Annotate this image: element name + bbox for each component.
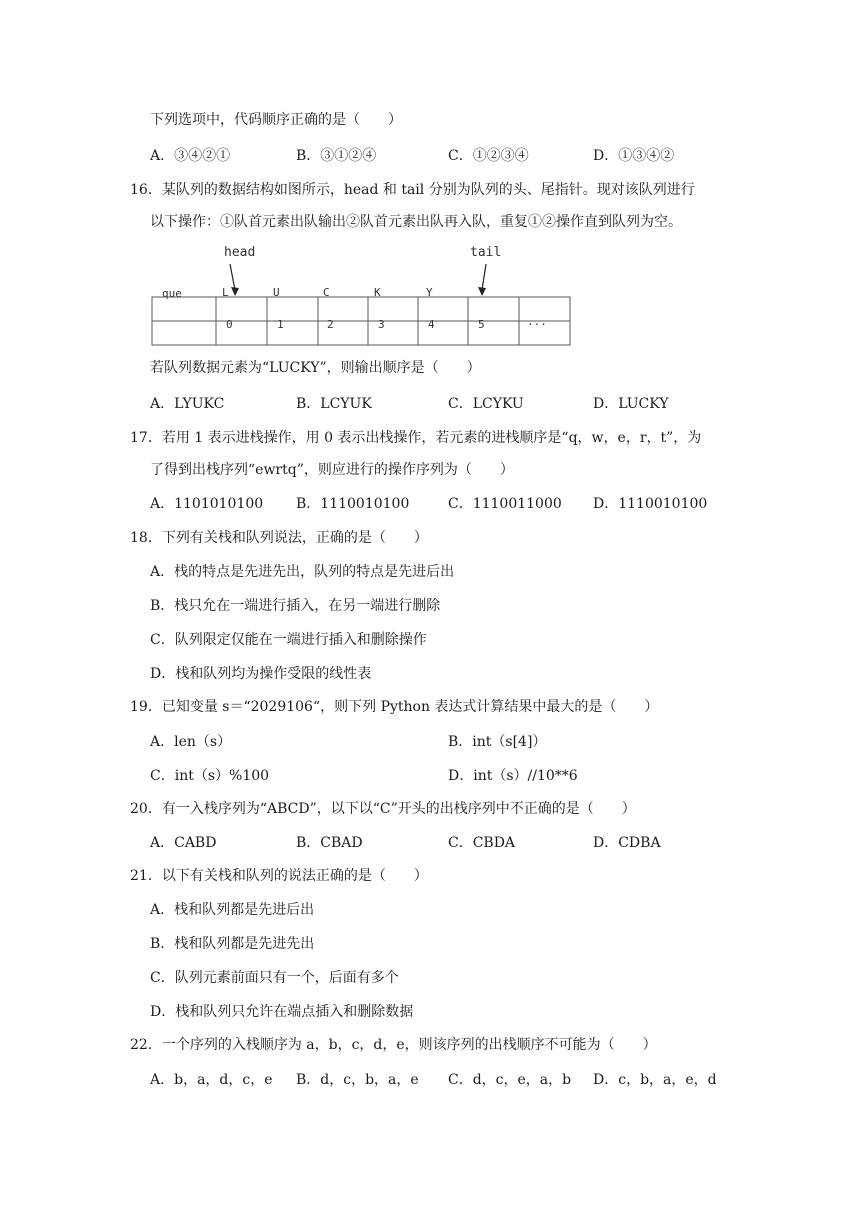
- q20-option-d: D．CDBA: [593, 835, 661, 851]
- tail-arrow-line: [482, 264, 486, 290]
- q22-option-c: C．d，c，e，a，b: [448, 1072, 572, 1088]
- q17-option-d: D．1110010100: [593, 496, 708, 512]
- q22-option-d: D．c，b，a，e，d: [593, 1072, 717, 1088]
- queue-index-5: 5: [478, 318, 485, 331]
- tail-label: tail: [470, 245, 502, 260]
- q21-option-c: C．队列元素前面只有一个，后面有多个: [150, 970, 399, 986]
- queue-letter-1: U: [273, 286, 280, 299]
- q21-option-a: A．栈和队列都是先进后出: [150, 902, 315, 918]
- queue-letter-3: K: [374, 286, 381, 299]
- q18-option-b: B．栈只允在一端进行插入，在另一端进行删除: [150, 598, 441, 614]
- q16-line-1: 16．某队列的数据结构如图所示，head 和 tail 分别为队列的头、尾指针。现对该队列进行: [130, 182, 695, 198]
- queue-index-1: 1: [277, 318, 284, 331]
- q16-line-3: 若队列数据元素为“LUCKY”，则输出顺序是（ ）: [150, 360, 481, 376]
- queue-letter-0: L: [222, 286, 229, 299]
- q20-option-b: B．CBAD: [296, 835, 363, 851]
- q16-option-a: A．LYUKC: [150, 396, 225, 412]
- q22-line-1: 22．一个序列的入栈顺序为 a，b，c，d，e，则该序列的出栈顺序不可能为（ ）: [130, 1037, 657, 1053]
- q16-option-d: D．LUCKY: [593, 396, 669, 412]
- q22-option-b: B．d，c，b，a，e: [296, 1072, 419, 1088]
- queue-index-3: 3: [378, 318, 385, 331]
- q17-option-a: A．1101010100: [150, 496, 264, 512]
- q16-line-2: 以下操作：①队首元素出队输出②队首元素出队再入队，重复①②操作直到队列为空。: [150, 214, 682, 230]
- q19-option-d: D．int（s）//10**6: [448, 768, 578, 784]
- q18-option-c: C．队列限定仅能在一端进行插入和删除操作: [150, 632, 427, 648]
- head-arrow-icon: [231, 287, 239, 296]
- intro-option-d: D．①③④②: [593, 148, 675, 164]
- intro-option-b: B．③①②④: [296, 148, 377, 164]
- intro-option-c: C．①②③④: [448, 148, 529, 164]
- intro-option-a: A．③④②①: [150, 148, 231, 164]
- q21-line-1: 21．以下有关栈和队列的说法正确的是（ ）: [130, 868, 428, 884]
- q16-option-b: B．LCYUK: [296, 396, 372, 412]
- queue-letter-2: C: [323, 286, 330, 299]
- queue-diagram: [150, 242, 580, 352]
- q22-option-a: A．b，a，d，c，e: [150, 1072, 273, 1088]
- q19-option-b: B．int（s[4]）: [448, 734, 547, 750]
- q16-option-c: C．LCYKU: [448, 396, 524, 412]
- queue-index-4: 4: [428, 318, 435, 331]
- que-label: que: [162, 287, 182, 300]
- q19-option-a: A．len（s）: [150, 734, 232, 750]
- q17-line-2: 了得到出栈序列“ewrtq”，则应进行的操作序列为（ ）: [150, 462, 514, 478]
- q19-line-1: 19．已知变量 s＝“2029106“，则下列 Python 表达式计算结果中最大的是（ ）: [130, 699, 659, 715]
- queue-index-ellipsis: ···: [527, 318, 547, 331]
- q21-option-d: D．栈和队列只允许在端点插入和删除数据: [150, 1004, 414, 1020]
- q21-option-b: B．栈和队列都是先进先出: [150, 936, 315, 952]
- queue-index-2: 2: [327, 318, 334, 331]
- q20-option-a: A．CABD: [150, 835, 217, 851]
- head-arrow-line: [230, 264, 235, 290]
- intro-question-text: 下列选项中，代码顺序正确的是（ ）: [150, 112, 402, 128]
- q17-line-1: 17．若用 1 表示进栈操作，用 0 表示出栈操作，若元素的进栈顺序是“q，w，e，r，t”，为: [130, 430, 702, 446]
- q20-line-1: 20．有一入栈序列为“ABCD”，以下以“C”开头的出栈序列中不正确的是（ ）: [130, 801, 636, 817]
- q17-option-c: C．1110011000: [448, 496, 562, 512]
- queue-letter-4: Y: [426, 286, 433, 299]
- q18-option-d: D．栈和队列均为操作受限的线性表: [150, 666, 372, 682]
- q18-option-a: A．栈的特点是先进先出，队列的特点是先进后出: [150, 564, 455, 580]
- tail-arrow-icon: [478, 287, 486, 296]
- q18-line-1: 18．下列有关栈和队列说法，正确的是（ ）: [130, 530, 428, 546]
- q20-option-c: C．CBDA: [448, 835, 516, 851]
- queue-index-0: 0: [226, 318, 233, 331]
- q19-option-c: C．int（s）%100: [150, 768, 270, 784]
- head-label: head: [224, 245, 256, 260]
- q17-option-b: B．1110010100: [296, 496, 410, 512]
